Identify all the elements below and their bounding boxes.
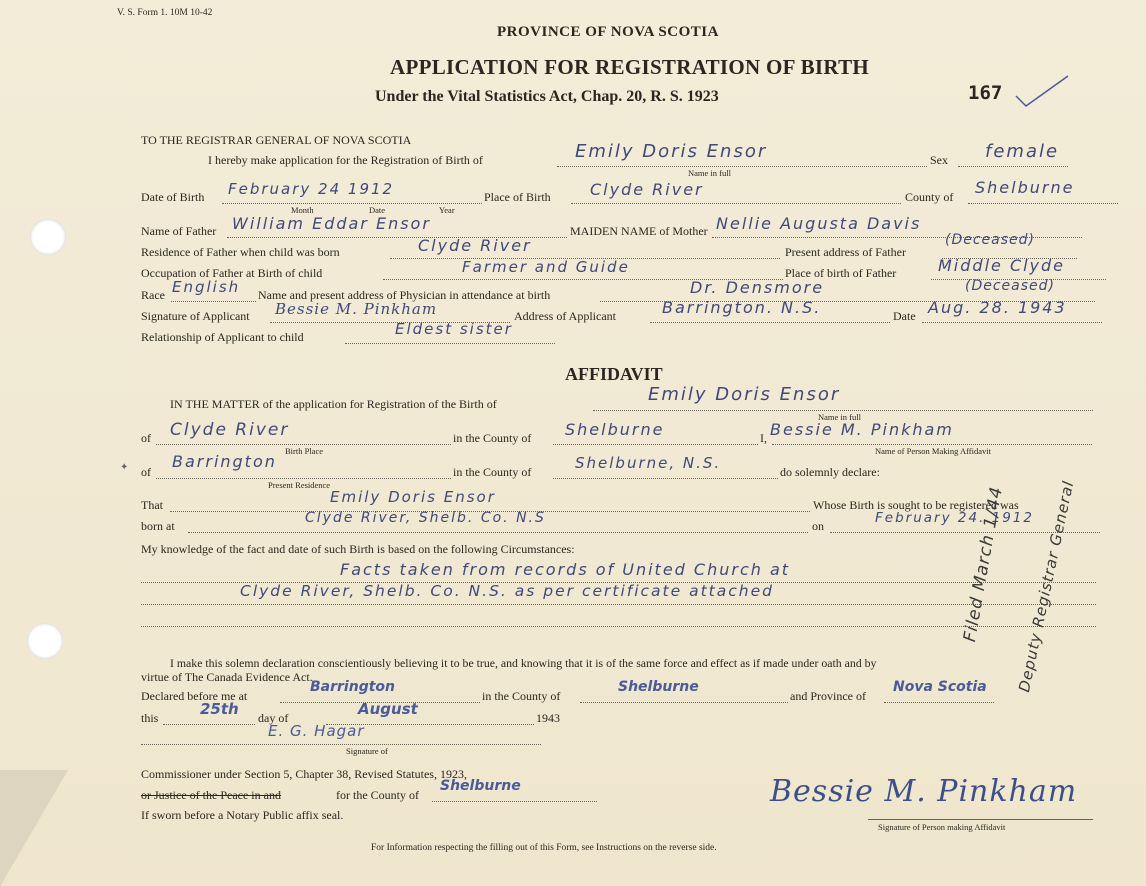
for-county-value: Shelburne	[440, 778, 521, 794]
field-line	[553, 444, 758, 445]
for-county-label: for the County of	[336, 788, 419, 802]
county-value: Shelburne	[975, 178, 1075, 197]
date-label: Date	[893, 309, 916, 323]
father-birthplace-value: Middle Clyde	[938, 256, 1066, 275]
year-printed: 1943	[536, 711, 560, 725]
form-subtitle: Under the Vital Statistics Act, Chap. 20, R. S. 1923	[375, 88, 719, 105]
residence-county-value: Shelburne, N.S.	[575, 454, 722, 472]
relationship-value: Eldest sister	[395, 320, 513, 338]
field-line	[171, 301, 256, 302]
to-registrar: TO THE REGISTRAR GENERAL OF NOVA SCOTIA	[141, 133, 412, 147]
on-value: February 24. 1912	[875, 510, 1034, 526]
born-at-value: Clyde River, Shelb. Co. N.S	[305, 510, 546, 526]
applicant-address-value: Barrington. N.S.	[662, 298, 822, 317]
in-county-label-2: in the County of	[453, 465, 532, 479]
commissioner-text: Commissioner under Section 5, Chapter 38, Revised Statutes, 1923,	[141, 767, 467, 781]
field-line	[345, 343, 555, 344]
maiden-label: MAIDEN NAME of Mother	[570, 224, 708, 238]
occupation-label: Occupation of Father at Birth of child	[141, 266, 323, 280]
field-line	[922, 322, 1102, 323]
signature-label: Signature of Applicant	[141, 309, 250, 323]
notary-text: If sworn before a Notary Public affix seal.	[141, 808, 344, 822]
field-line	[868, 819, 1093, 820]
circumstance-line-2: Clyde River, Shelb. Co. N.S. as per certificate attached	[240, 582, 774, 600]
county-label: County of	[905, 190, 954, 204]
justice-text: or Justice of the Peace in and	[141, 788, 281, 802]
matter-label: IN THE MATTER of the application for Registration of the Birth of	[170, 397, 497, 411]
signature-of-caption: Signature of	[346, 746, 388, 756]
date-caption: Date	[369, 205, 386, 215]
born-at-label: born at	[141, 519, 175, 533]
declared-province-value: Nova Scotia	[893, 679, 987, 695]
day-value: 25th	[200, 700, 239, 718]
race-label: Race	[141, 288, 165, 302]
physician-status-value: (Deceased)	[965, 278, 1056, 294]
present-residence-caption: Present Residence	[268, 480, 331, 490]
dob-label: Date of Birth	[141, 190, 205, 204]
folded-corner	[0, 770, 68, 886]
name-in-full-caption: Name in full	[688, 168, 731, 178]
month-caption: Month	[291, 205, 314, 215]
virtue-text: virtue of The Canada Evidence Act.	[141, 670, 313, 684]
father-label: Name of Father	[141, 224, 217, 238]
form-number: 167	[968, 82, 1003, 104]
person-caption: Name of Person Making Affidavit	[875, 446, 991, 456]
affidavit-child-value: Emily Doris Ensor	[648, 384, 841, 405]
child-name-value: Emily Doris Ensor	[575, 141, 768, 162]
in-county-label: in the County of	[453, 431, 532, 445]
year-caption: Year	[439, 205, 455, 215]
affidavit-county-value: Shelburne	[565, 420, 665, 439]
field-line	[156, 444, 451, 445]
knowledge-label: My knowledge of the fact and date of such Birth is based on the following Circumstances:	[141, 542, 575, 556]
province-of-label: and Province of	[790, 689, 866, 703]
place-of-birth-value: Clyde River	[590, 180, 704, 199]
circumstance-line-1: Facts taken from records of United Church at	[340, 560, 791, 579]
field-line	[163, 724, 255, 725]
field-line	[141, 626, 1096, 627]
physician-label: Name and present address of Physician in attendance at birth	[258, 288, 551, 302]
declared-county-value: Shelburne	[618, 679, 699, 695]
day-of-label: day of	[258, 711, 289, 725]
of-label: of	[141, 431, 151, 445]
form-title: APPLICATION FOR REGISTRATION OF BIRTH	[390, 55, 870, 79]
affiant-signature-caption: Signature of Person making Affidavit	[878, 822, 1006, 832]
affidavit-person-value: Bessie M. Pinkham	[770, 420, 954, 439]
race-value: English	[172, 278, 241, 296]
that-label: That	[141, 498, 163, 512]
footer-note: For Information respecting the filling out of this Form, see Instructions on the reverse side.	[371, 843, 717, 853]
occupation-value: Farmer and Guide	[462, 258, 630, 276]
declaration-text: I make this solemn declaration conscientiously believing it to be true, and knowing that it is of the same force and effect as if made under oath and by	[170, 656, 877, 670]
punch-hole-bottom	[27, 623, 63, 659]
field-line	[141, 604, 1096, 605]
address-applicant-label: Address of Applicant	[514, 309, 616, 323]
field-line	[571, 203, 901, 204]
field-line	[593, 410, 1093, 411]
physician-value: Dr. Densmore	[690, 278, 825, 297]
field-line	[222, 203, 482, 204]
name-in-full-caption-2: Name in full	[818, 412, 861, 422]
birth-place-caption: Birth Place	[285, 446, 324, 456]
father-address-value: (Deceased)	[945, 232, 1036, 248]
residence-value: Clyde River	[418, 236, 532, 255]
punch-hole-top	[30, 219, 66, 255]
form-code: V. S. Form 1. 10M 10-42	[117, 8, 213, 18]
i-label: I,	[760, 431, 767, 445]
declared-label: Declared before me at	[141, 689, 248, 703]
that-value: Emily Doris Ensor	[330, 488, 496, 506]
field-line	[772, 444, 1092, 445]
relationship-label: Relationship of Applicant to child	[141, 330, 304, 344]
father-birthplace-label: Place of birth of Father	[785, 266, 897, 280]
margin-filed-note: Filed March 1/44	[960, 484, 1008, 644]
whose-birth-label: Whose Birth is sought to be registered was	[813, 498, 1019, 512]
province-heading: PROVINCE OF NOVA SCOTIA	[497, 24, 719, 40]
margin-registrar-note: Deputy Registrar General	[1015, 478, 1078, 694]
field-line	[156, 478, 451, 479]
commissioner-signature-value: E. G. Hagar	[268, 722, 365, 740]
sex-label: Sex	[930, 153, 948, 167]
dob-value: February 24 1912	[228, 180, 395, 198]
affiant-signature-value: Bessie M. Pinkham	[770, 774, 1078, 809]
residence-value-2: Barrington	[172, 452, 277, 471]
field-line	[580, 702, 788, 703]
present-address-label: Present address of Father	[785, 245, 906, 259]
solemnly-label: do solemnly declare:	[780, 465, 880, 479]
apply-label: I hereby make application for the Registration of Birth of	[208, 153, 483, 167]
mother-value: Nellie Augusta Davis	[716, 214, 922, 233]
month-value: August	[358, 700, 418, 718]
field-line	[141, 744, 541, 745]
in-county-label-3: in the County of	[482, 689, 561, 703]
field-line	[884, 702, 994, 703]
date-value: Aug. 28. 1943	[928, 298, 1067, 317]
affidavit-place-value: Clyde River	[170, 420, 290, 440]
affidavit-heading: AFFIDAVIT	[565, 364, 663, 384]
field-line	[432, 801, 597, 802]
this-label: this	[141, 711, 159, 725]
field-line	[650, 322, 890, 323]
field-line	[968, 203, 1118, 204]
applicant-signature-value: Bessie M. Pinkham	[275, 300, 438, 318]
field-line	[958, 166, 1068, 167]
check-mark-icon	[1012, 72, 1072, 112]
field-line	[553, 478, 778, 479]
margin-mark: ✦	[120, 462, 129, 473]
father-value: William Eddar Ensor	[232, 214, 431, 233]
field-line	[557, 166, 927, 167]
field-line	[188, 532, 808, 533]
of-label-2: of	[141, 465, 151, 479]
residence-label: Residence of Father when child was born	[141, 245, 340, 259]
place-of-birth-label: Place of Birth	[484, 190, 551, 204]
on-label: on	[812, 519, 824, 533]
sex-value: female	[985, 141, 1060, 162]
declared-at-value: Barrington	[310, 679, 395, 695]
